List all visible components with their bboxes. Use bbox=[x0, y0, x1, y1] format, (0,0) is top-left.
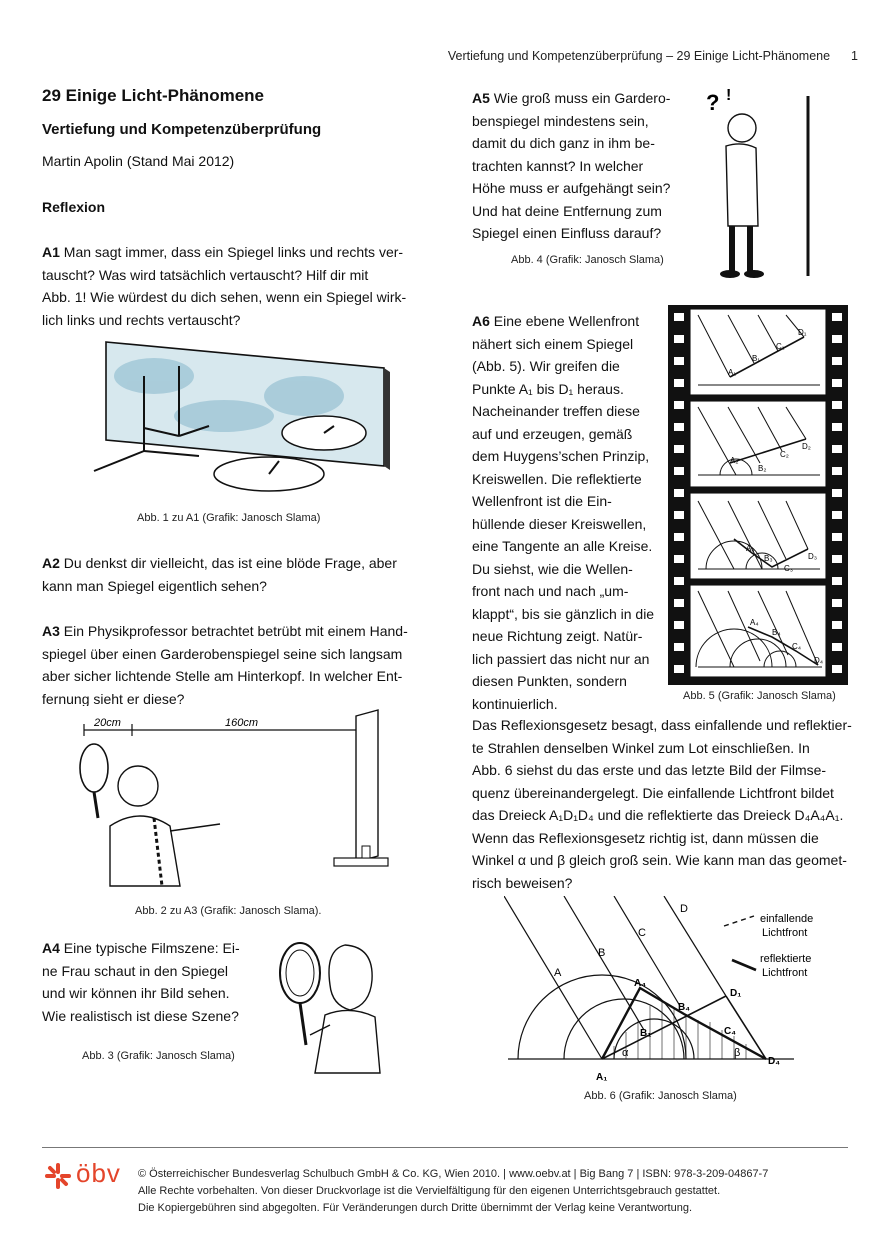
task-label: A4 bbox=[42, 940, 60, 956]
legend-label: Lichtfront bbox=[762, 927, 808, 939]
page-number: 1 bbox=[851, 49, 858, 63]
legend-label: reflektierte bbox=[760, 953, 812, 965]
text-line: Höhe muss er aufgehängt sein? bbox=[472, 180, 671, 196]
dimension-label: 160cm bbox=[225, 717, 259, 729]
task-a4 bbox=[42, 937, 262, 1027]
point-label: D₄ bbox=[768, 1056, 780, 1067]
point-label: B₄ bbox=[678, 1002, 690, 1013]
text-line: dem Huygens’schen Prinzip, bbox=[472, 448, 650, 464]
publisher-logo-text: öbv bbox=[76, 1158, 121, 1188]
point-label: D₃ bbox=[808, 552, 818, 561]
text-line: Du siehst, wie die Wellen- bbox=[472, 560, 633, 577]
task-label: A6 bbox=[472, 313, 490, 329]
point-label: D₂ bbox=[802, 442, 811, 451]
point-label: A₁ bbox=[728, 368, 737, 377]
figure-woman-hand-mirror bbox=[270, 935, 390, 1075]
point-label: B₃ bbox=[764, 554, 773, 563]
text-line: Abb. 1! Wie würdest du dich sehen, wenn ein Spiegel wirk- bbox=[42, 289, 407, 305]
text-line: Winkel α und β gleich groß sein. Wie kann man das geomet- bbox=[472, 852, 847, 868]
text-line: neue Richtung zeigt. Natür- bbox=[472, 628, 643, 644]
page-subtitle: Vertiefung und Kompetenzüberprüfung bbox=[42, 121, 322, 138]
figure-professor-mirror bbox=[70, 706, 410, 896]
text-line: hüllende dieser Kreiswellen, bbox=[472, 515, 647, 532]
text-line: Wenn das Reflexionsgesetz richtig ist, dann müssen die bbox=[472, 829, 819, 846]
footer-divider bbox=[42, 1147, 848, 1148]
text-line: Man sagt immer, dass ein Spiegel links und rechts ver- bbox=[59, 244, 404, 260]
publisher-logo-icon bbox=[44, 1162, 72, 1190]
footer-line: Alle Rechte vorbehalten. Von dieser Druckvorlage ist die Vervielfältigung für den eigenen Unterrichtsgebrauch gestattet. bbox=[138, 1185, 721, 1197]
point-label: C₃ bbox=[784, 564, 794, 573]
text-line: Wie groß muss ein Gardero- bbox=[489, 90, 671, 106]
ray-label: A bbox=[554, 967, 562, 979]
text-line: kann man Spiegel eigentlich sehen? bbox=[42, 577, 267, 594]
point-label: C₁ bbox=[776, 342, 785, 351]
figure-person-wall-mirror bbox=[696, 86, 836, 282]
text-line: eine Tangente an alle Kreise. bbox=[472, 538, 653, 554]
footer-line: © Österreichischer Bundesverlag Schulbuch GmbH & Co. KG, Wien 2010. | www.oebv.at | Big Bang 7 | ISBN: 978-3-209-04867-7 bbox=[138, 1168, 769, 1180]
task-label: A5 bbox=[472, 90, 490, 106]
ray-label: C bbox=[638, 927, 646, 939]
angle-label: β bbox=[734, 1047, 741, 1059]
text-line: fernung sieht er diese? bbox=[42, 690, 185, 707]
text-line: Abb. 6 siehst du das erste und das letzte Bild der Filmse- bbox=[472, 762, 827, 778]
ray-label: B bbox=[598, 947, 606, 959]
page-title: 29 Einige Licht-Phänomene bbox=[42, 86, 264, 105]
section-heading: Reflexion bbox=[42, 199, 106, 215]
text-line: damit du dich ganz in ihm be- bbox=[472, 135, 655, 151]
caption-abb4: Abb. 4 (Grafik: Janosch Slama) bbox=[511, 254, 664, 266]
point-label: C₂ bbox=[780, 450, 789, 459]
text-line: Du denkst dir vielleicht, das ist eine blöde Frage, aber bbox=[59, 555, 397, 571]
text-line: Das Reflexionsgesetz besagt, dass einfallende und reflektier- bbox=[472, 717, 852, 733]
text-line: Spiegel einen Einfluss darauf? bbox=[472, 225, 662, 241]
point-label: A₄ bbox=[634, 978, 646, 989]
task-a3 bbox=[42, 620, 442, 710]
text-line: ne Frau schaut in den Spiegel bbox=[42, 962, 229, 979]
text-line: Punkte A₁ bis D₁ heraus. bbox=[472, 380, 624, 397]
svg-text:?: ? bbox=[706, 90, 720, 115]
text-line: diesen Punkten, sondern bbox=[472, 673, 627, 689]
point-label: B₂ bbox=[758, 464, 767, 473]
task-a1 bbox=[42, 241, 442, 331]
text-line: tauscht? Was wird tatsächlich vertauscht? Hilf dir mit bbox=[42, 266, 369, 283]
text-line: Wie realistisch ist diese Szene? bbox=[42, 1007, 239, 1024]
point-label: D₁ bbox=[730, 988, 742, 999]
task-label: A2 bbox=[42, 555, 60, 571]
figure-mirror-axes bbox=[84, 336, 396, 496]
text-line: Ein Physikprofessor betrachtet betrübt mit einem Hand- bbox=[59, 623, 408, 639]
figure-film-strip-wavefront bbox=[668, 305, 848, 685]
running-header bbox=[448, 49, 858, 63]
dimension-label: 20cm bbox=[94, 717, 121, 729]
task-a5 bbox=[472, 87, 692, 245]
text-line: auf und erzeugen, gemäß bbox=[472, 425, 633, 442]
task-a2 bbox=[42, 552, 442, 597]
author-line: Martin Apolin (Stand Mai 2012) bbox=[42, 153, 235, 169]
text-line: lich passiert das nicht nur an bbox=[472, 650, 650, 667]
angle-label: α bbox=[622, 1047, 629, 1059]
footer-line: Die Kopiergebühren sind abgegolten. Für Veränderungen durch Dritte übernimmt der Verlag keine Verantwortung. bbox=[138, 1202, 693, 1214]
text-line: aber sicher lichtende Stelle am Hinterkopf. In welcher Ent- bbox=[42, 668, 403, 684]
point-label: D₄ bbox=[814, 656, 824, 665]
text-line: benspiegel mindestens sein, bbox=[472, 112, 649, 129]
text-line: nähert sich einem Spiegel bbox=[472, 335, 634, 352]
text-line: te Strahlen denselben Winkel zum Lot einschließen. In bbox=[472, 739, 810, 756]
running-title: Vertiefung und Kompetenzüberprüfung – 29 Einige Licht-Phänomene bbox=[447, 49, 831, 63]
ray-label: D bbox=[680, 903, 688, 915]
task-label: A3 bbox=[42, 623, 60, 639]
text-line: Kreiswellen. Die reflektierte bbox=[472, 470, 642, 487]
task-a6-continued bbox=[472, 714, 862, 894]
point-label: B₄ bbox=[772, 628, 781, 637]
text-line: klappt“, bis sie gänzlich in die bbox=[472, 605, 655, 622]
task-label: A1 bbox=[42, 244, 60, 260]
point-label: A₂ bbox=[730, 456, 739, 465]
text-line: risch beweisen? bbox=[472, 874, 573, 891]
footer-text bbox=[138, 1166, 768, 1217]
text-line: und wir können ihr Bild sehen. bbox=[42, 985, 230, 1001]
text-line: kontinuierlich. bbox=[472, 695, 558, 712]
caption-abb1: Abb. 1 zu A1 (Grafik: Janosch Slama) bbox=[137, 512, 321, 524]
text-line: lich links und rechts vertauscht? bbox=[42, 311, 241, 328]
text-line: quenz übereinandergelegt. Die einfallende Lichtfront bildet bbox=[472, 784, 834, 801]
text-line: (Abb. 5). Wir greifen die bbox=[472, 358, 620, 374]
caption-abb3: Abb. 3 (Grafik: Janosch Slama) bbox=[82, 1050, 235, 1062]
point-label: A₃ bbox=[746, 544, 755, 553]
text-line: trachten kannst? In welcher bbox=[472, 157, 644, 174]
text-line: Und hat deine Entfernung zum bbox=[472, 202, 662, 219]
point-label: A₁ bbox=[596, 1072, 608, 1083]
point-label: C₄ bbox=[724, 1026, 736, 1037]
text-line: spiegel über einen Garderobenspiegel seine sich langsam bbox=[42, 645, 403, 662]
figure-overlaid-wavefronts bbox=[504, 896, 844, 1084]
caption-abb5: Abb. 5 (Grafik: Janosch Slama) bbox=[683, 690, 836, 702]
point-label: C₄ bbox=[792, 642, 802, 651]
text-line: Eine typische Filmszene: Ei- bbox=[59, 940, 240, 956]
text-line: Nacheinander treffen diese bbox=[472, 403, 640, 419]
point-label: D₁ bbox=[798, 328, 807, 337]
text-line: front nach und nach „um- bbox=[472, 583, 629, 599]
legend-label: Lichtfront bbox=[762, 967, 808, 979]
legend-label: einfallende bbox=[760, 913, 814, 925]
point-label: B₁ bbox=[752, 354, 761, 363]
svg-text:!: ! bbox=[726, 87, 732, 104]
point-label: A₄ bbox=[750, 618, 759, 627]
task-a6 bbox=[472, 310, 672, 715]
text-line: das Dreieck A₁D₁D₄ und die reflektierte das Dreieck D₄A₄A₁. bbox=[472, 807, 844, 823]
text-line: Wellenfront ist die Ein- bbox=[472, 493, 612, 509]
point-label: B₁ bbox=[640, 1028, 652, 1039]
text-line: Eine ebene Wellenfront bbox=[489, 313, 640, 329]
caption-abb2: Abb. 2 zu A3 (Grafik: Janosch Slama). bbox=[135, 905, 322, 917]
caption-abb6: Abb. 6 (Grafik: Janosch Slama) bbox=[584, 1090, 737, 1102]
